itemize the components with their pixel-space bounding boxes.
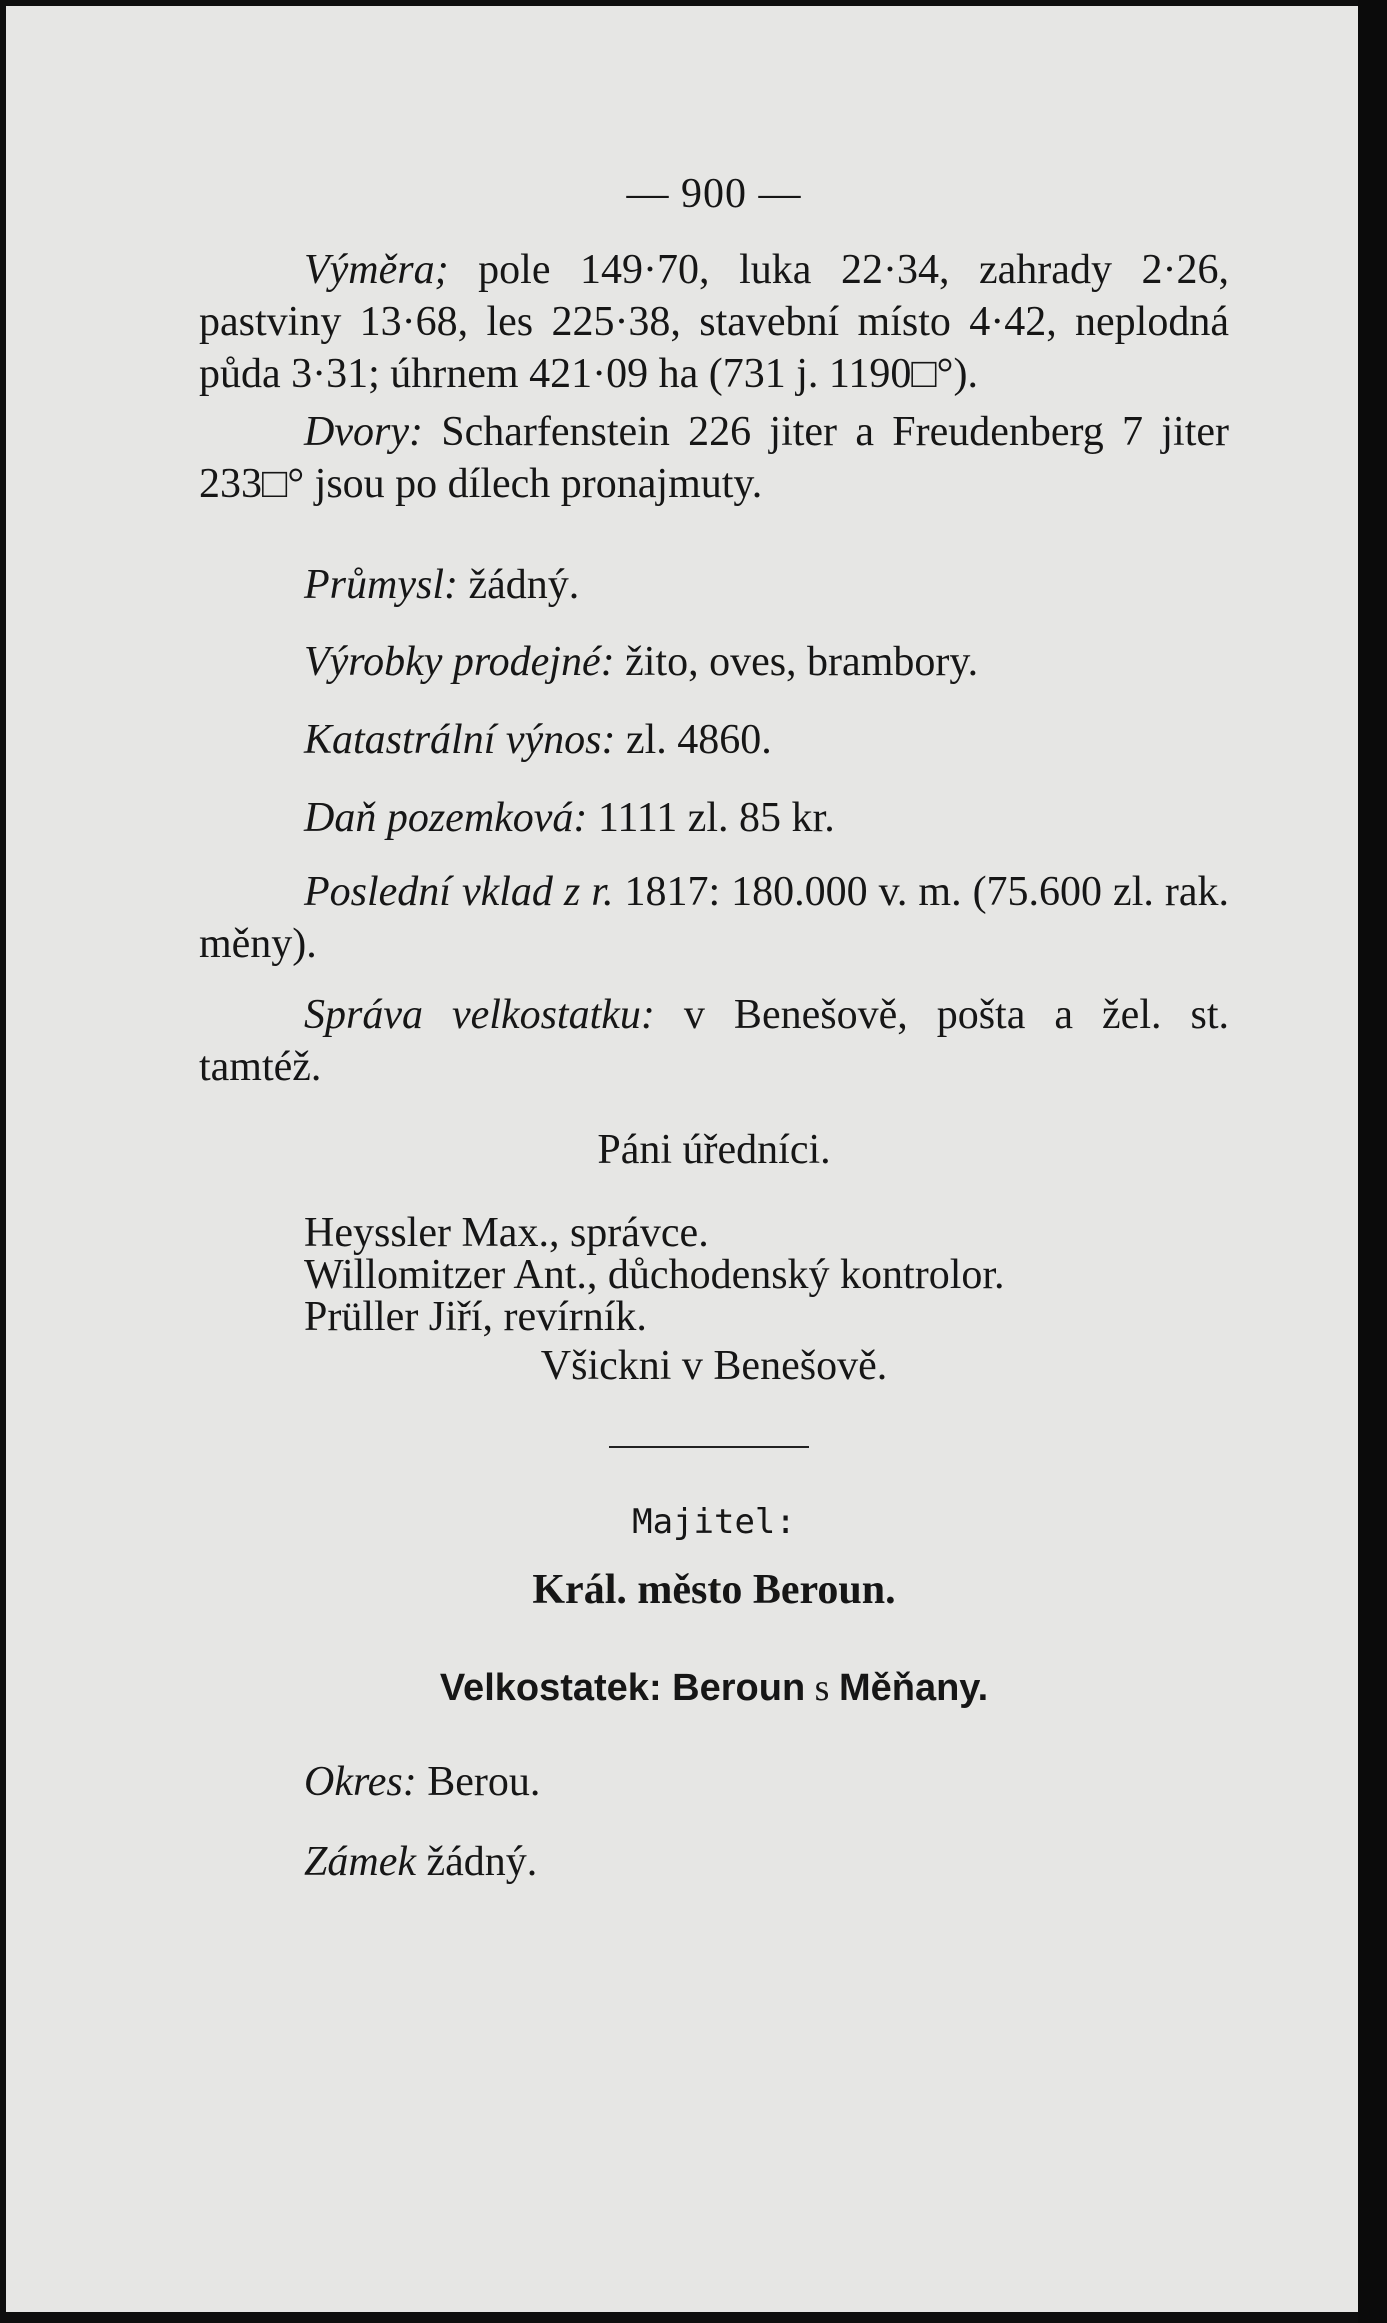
document-page [6,6,1358,2312]
page-number: — 900 — [626,171,802,217]
text-vyrobky: žito, oves, brambory. [614,639,979,685]
official-item: Willomitzer Ant., důchodenský kontrolor. [304,1252,1005,1298]
line-zamek [304,1836,537,1888]
paragraph-vymera [199,244,1229,400]
label-vklad: Poslední vklad z r. [304,869,614,915]
text-vklad: 1817: 180.000 v. m. (75.600 zl. rak. měny). [199,869,1229,967]
estate-prefix: Velkostatek: Beroun [439,1667,806,1709]
label-dvory: Dvory: [304,409,423,455]
line-dan [304,792,835,844]
label-sprava: Správa velkostatku: [304,992,655,1038]
estate-conjunction: s [805,1667,839,1709]
line-vyrobky [304,636,978,688]
label-katastr: Katastrální výnos: [304,717,616,763]
line-prumysl [304,559,579,611]
label-zamek: Zámek [304,1839,416,1885]
paragraph-vklad [199,866,1229,970]
official-item: Heyssler Max., správce. [304,1210,709,1256]
text-zamek: žádný. [415,1839,538,1885]
estate-suffix: Měňany. [838,1667,989,1709]
text-sprava: v Benešově, pošta a žel. st. tamtéž. [199,992,1230,1090]
paragraph-sprava [199,989,1229,1093]
line-okres [304,1756,540,1808]
text-vymera: pole 149·70, luka 22·34, zahrady 2·26, pastviny 13·68, les 225·38, stavební místo 4·42, neplodná půda 3·31; úhrnem 421·09 ha (731 j. 1190□°). [199,247,1229,397]
label-vymera: Výměra; [304,247,449,293]
estate-title [199,1662,1229,1714]
section-divider [609,1446,809,1448]
line-katastr [304,714,772,766]
owner-label: Majitel: [632,1502,796,1542]
officials-heading: Páni úředníci. [597,1127,831,1173]
label-prumysl: Průmysl: [304,562,458,608]
officials-location: Všickni v Benešově. [540,1343,888,1389]
label-okres: Okres: [304,1759,417,1805]
text-prumysl: žádný. [457,562,580,608]
paragraph-dvory [199,406,1229,510]
label-dan: Daň pozemková: [304,795,588,841]
page-edge-shadow [1358,0,1387,2323]
label-vyrobky: Výrobky prodejné: [304,639,615,685]
text-katastr: zl. 4860. [615,717,772,763]
officials-list [304,1212,1005,1338]
official-item: Prüller Jiří, revírník. [304,1294,647,1340]
text-dan: 1111 zl. 85 kr. [587,795,835,841]
text-okres: Berou. [416,1759,541,1805]
owner-name: Král. město Beroun. [532,1567,896,1613]
text-dvory: Scharfenstein 226 jiter a Freudenberg 7 jiter 233□° jsou po dílech pronajmuty. [199,409,1229,507]
